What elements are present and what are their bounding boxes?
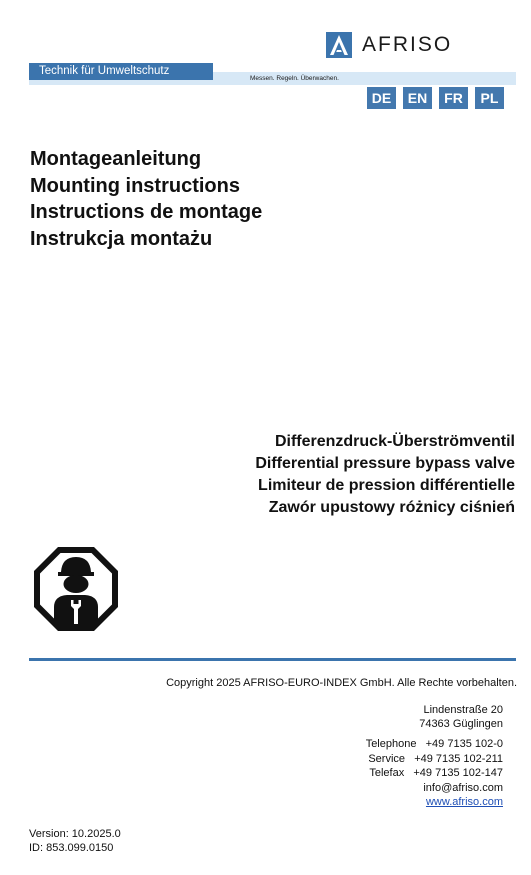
version-number: Version: 10.2025.0 xyxy=(29,828,121,840)
slogan-banner: Technik für Umweltschutz xyxy=(29,63,213,80)
title-en: Mounting instructions xyxy=(30,174,240,197)
language-selector xyxy=(367,87,504,109)
copyright-notice: Copyright 2025 AFRISO-EURO-INDEX GmbH. Alle Rechte vorbehalten. xyxy=(166,677,517,689)
brand-logo xyxy=(326,32,452,58)
title-pl: Instrukcja montażu xyxy=(30,227,213,250)
contact-details xyxy=(366,737,503,810)
brand-name: AFRISO xyxy=(362,33,453,56)
product-fr: Limiteur de pression différentielle xyxy=(258,477,515,494)
language-fr[interactable]: FR xyxy=(439,87,468,109)
language-en[interactable]: EN xyxy=(403,87,432,109)
qualified-technician-icon xyxy=(32,545,120,633)
title-fr: Instructions de montage xyxy=(30,201,263,223)
product-de: Differenzdruck-Überströmventil xyxy=(274,433,515,450)
language-de[interactable]: DE xyxy=(367,87,396,109)
footer-divider xyxy=(29,658,516,661)
version-info xyxy=(29,827,121,855)
address-street: Lindenstraße 20 xyxy=(423,704,503,716)
product-names xyxy=(255,431,515,519)
document-titles xyxy=(30,146,262,252)
contact-service: Service +49 7135 102-211 xyxy=(368,752,503,765)
title-de: Montageanleitung xyxy=(30,148,202,170)
contact-telephone: Telephone +49 7135 102-0 xyxy=(365,738,503,750)
afriso-triangle-logo-icon xyxy=(326,32,352,58)
language-pl[interactable]: PL xyxy=(475,87,504,109)
product-pl: Zawór upustowy różnicy ciśnień xyxy=(268,499,515,516)
company-address xyxy=(419,703,503,731)
contact-email[interactable]: info@afriso.com xyxy=(423,781,503,794)
website-link[interactable]: www.afriso.com xyxy=(425,796,503,808)
document-id: ID: 853.099.0150 xyxy=(29,842,114,854)
product-en: Differential pressure bypass valve xyxy=(255,455,515,472)
contact-telefax: Telefax +49 7135 102-147 xyxy=(369,767,503,779)
tagline: Messen. Regeln. Überwachen. xyxy=(250,75,339,82)
address-city: 74363 Güglingen xyxy=(419,718,503,730)
